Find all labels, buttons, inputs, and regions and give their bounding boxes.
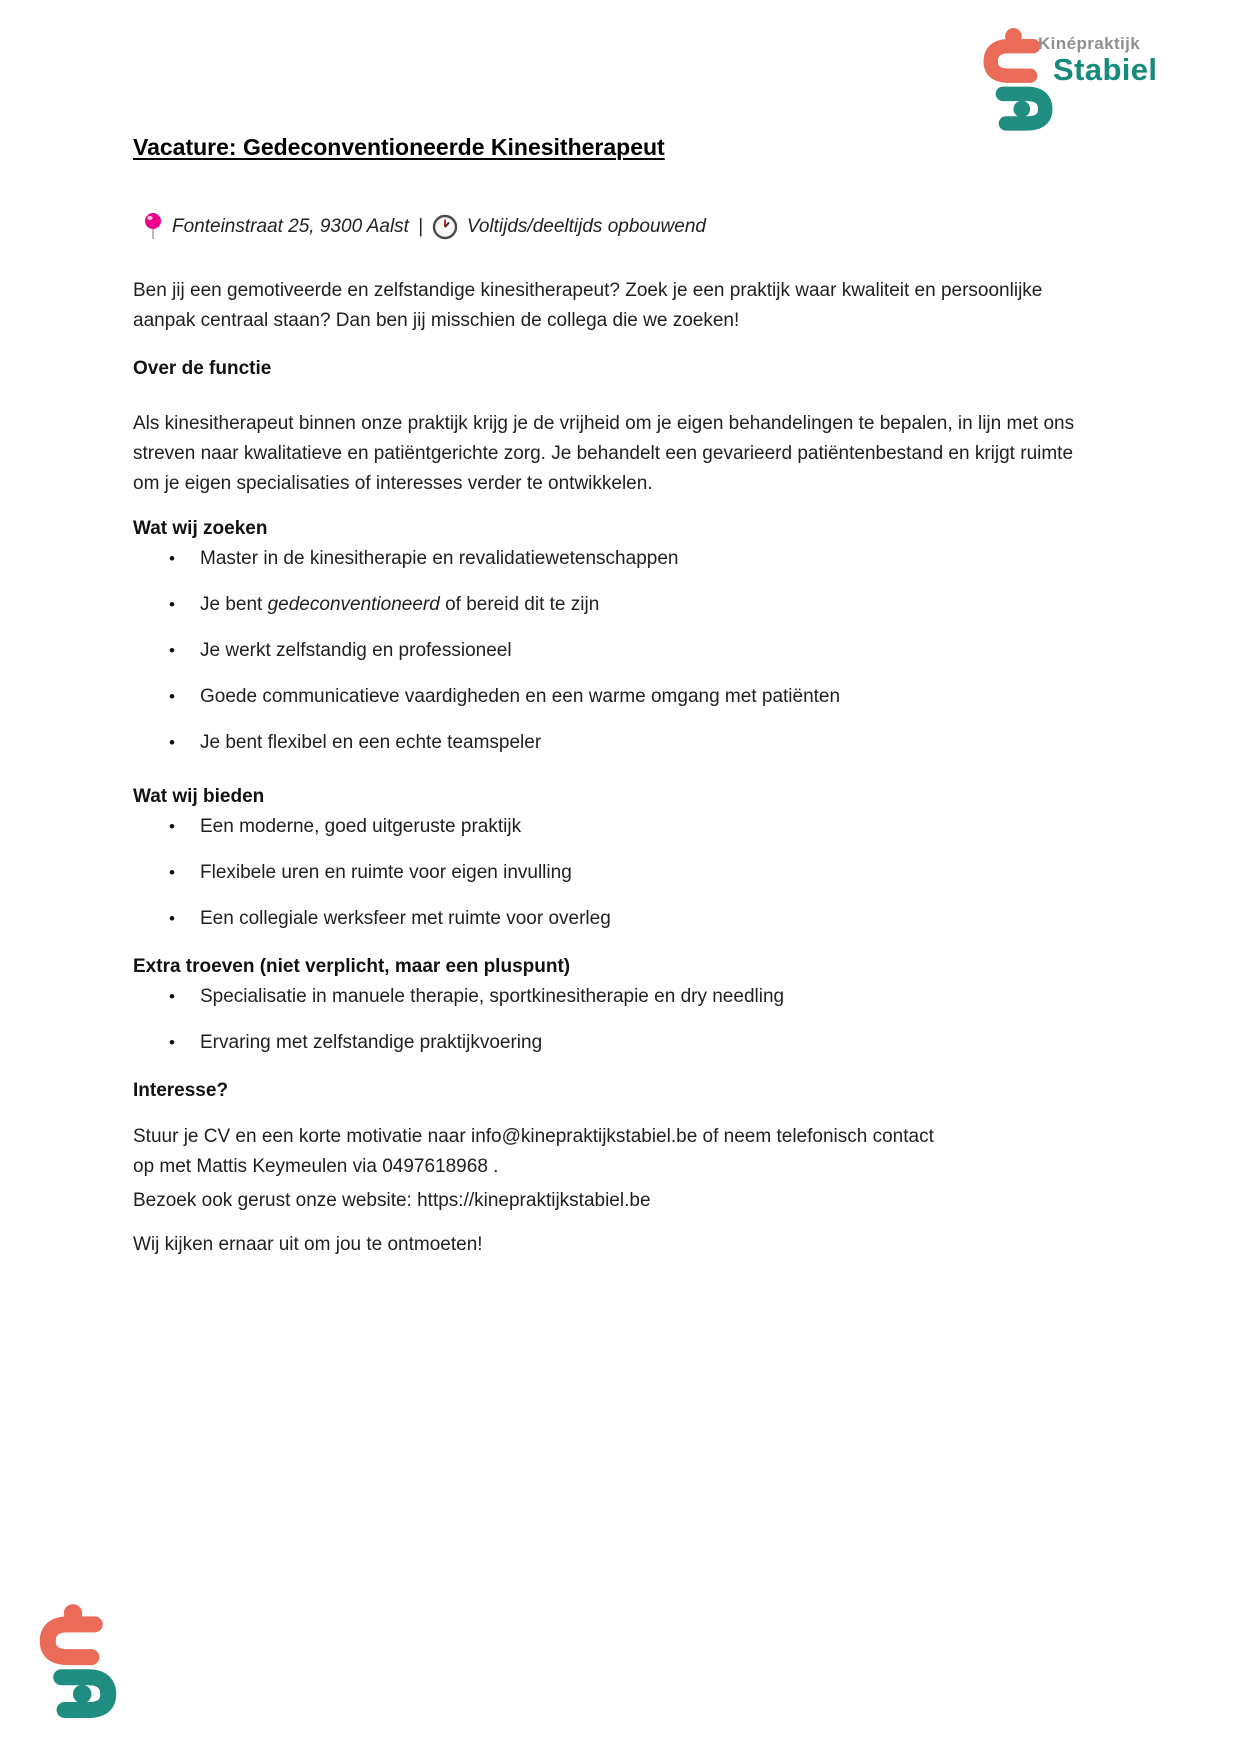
document-body — [133, 0, 1101, 1260]
list-item — [133, 812, 1101, 842]
contact-line-2: op met Mattis Keymeulen via 0497618968 . — [133, 1156, 499, 1177]
brand-name-top: Kinépraktijk — [1038, 34, 1141, 53]
seeking-list — [133, 544, 1101, 758]
list-item — [133, 858, 1101, 888]
footer-logo — [36, 1604, 120, 1727]
list-item-text: Een collegiale werksfeer met ruimte voor overleg — [200, 908, 611, 929]
list-item-text: Je bent gedeconventioneerd of bereid dit te zijn — [200, 594, 600, 615]
list-item — [133, 1028, 1101, 1058]
section-heading-seeking: Wat wij zoeken — [133, 518, 268, 539]
list-item-text: Je werkt zelfstandig en professioneel — [200, 640, 512, 661]
job-meta-line — [133, 212, 1101, 242]
clock-icon — [432, 214, 458, 240]
bullet-icon: • — [169, 549, 175, 568]
bullet-icon: • — [169, 595, 175, 614]
page-title: Vacature: Gedeconventioneerde Kinesitherapeut — [133, 134, 665, 160]
list-item — [133, 982, 1101, 1012]
contact-line-3: Bezoek ook gerust onze website: https://kinepraktijkstabiel.be — [133, 1190, 651, 1211]
list-item — [133, 904, 1101, 934]
section-heading-extra: Extra troeven (niet verplicht, maar een pluspunt) — [133, 956, 571, 977]
list-item-text: Flexibele uren en ruimte voor eigen invulling — [200, 862, 572, 883]
bullet-icon: • — [169, 641, 175, 660]
extra-list — [133, 982, 1101, 1058]
intro-paragraph: Ben jij een gemotiveerde en zelfstandige kinesitherapeut? Zoek je een praktijk waar kwaliteit en persoonlijke aanpak centraal staan? Dan ben jij misschien de collega die we zoeken! — [133, 280, 1043, 331]
email-link[interactable]: info@kinepraktijkstabiel.be — [470, 1126, 698, 1147]
bullet-icon: • — [169, 733, 175, 752]
list-item — [133, 728, 1101, 758]
list-item-text: Een moderne, goed uitgeruste praktijk — [200, 816, 522, 837]
contact-line-1: Stuur je CV en een korte motivatie naar info@kinepraktijkstabiel.be of neem telefonisch contact — [133, 1126, 934, 1147]
list-item — [133, 682, 1101, 712]
bullet-icon: • — [169, 909, 175, 928]
bullet-icon: • — [169, 817, 175, 836]
italic-term: gedeconventioneerd — [267, 594, 440, 615]
list-item-text: Je bent flexibel en een echte teamspeler — [200, 732, 542, 753]
bullet-icon: • — [169, 1033, 175, 1052]
job-schedule: Voltijds/deeltijds opbouwend — [466, 216, 706, 237]
bullet-icon: • — [169, 687, 175, 706]
about-paragraph: Als kinesitherapeut binnen onze praktijk krijg je de vrijheid om je eigen behandelingen te bepalen, in lijn met ons streven naar kwalitatieve en patiëntgerichte zorg. Je behandelt een gevarieerd patiëntenbestand en krijgt ruimte om je eigen specialisaties of interesses verder te ontwikkelen. — [133, 413, 1075, 494]
location-pin-icon — [143, 212, 163, 242]
bullet-icon: • — [169, 863, 175, 882]
list-item-text: Ervaring met zelfstandige praktijkvoering — [200, 1032, 543, 1053]
job-location: Fonteinstraat 25, 9300 Aalst — [172, 216, 409, 237]
meta-divider: | — [417, 216, 423, 237]
section-heading-interest: Interesse? — [133, 1080, 229, 1101]
contact-paragraph — [133, 1122, 1101, 1216]
list-item — [133, 636, 1101, 666]
brand-logo-mark-icon — [36, 1604, 120, 1722]
offer-list — [133, 812, 1101, 934]
list-item-text: Specialisatie in manuele therapie, sportkinesitherapie en dry needling — [200, 986, 785, 1007]
list-item — [133, 544, 1101, 574]
section-heading-about: Over de functie — [133, 358, 272, 379]
website-link[interactable]: https://kinepraktijkstabiel.be — [417, 1190, 651, 1211]
list-item-text: Goede communicatieve vaardigheden en een warme omgang met patiënten — [200, 686, 841, 707]
section-heading-offer: Wat wij bieden — [133, 786, 265, 807]
brand-name-bottom: Stabiel — [1053, 52, 1158, 87]
bullet-icon: • — [169, 987, 175, 1006]
phone-number: 0497618968 — [382, 1156, 488, 1177]
list-item — [133, 590, 1101, 620]
list-item-text: Master in de kinesitherapie en revalidatiewetenschappen — [200, 548, 679, 569]
closing-paragraph: Wij kijken ernaar uit om jou te ontmoeten! — [133, 1234, 483, 1255]
